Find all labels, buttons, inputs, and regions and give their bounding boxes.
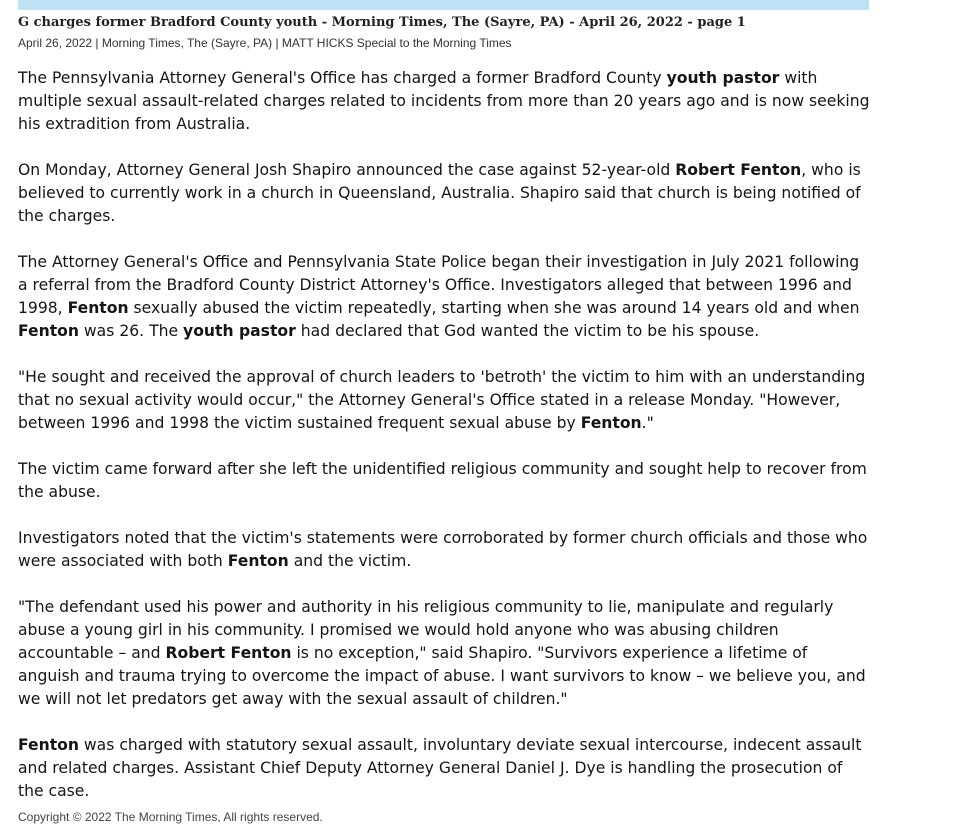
article-paragraph: "He sought and received the approval of church leaders to 'betroth' the victim to him with an understanding that no sexual activity would occur," the Attorney General's Office stated in a release Monday. "However, between 1996 and 1998 the victim sustained frequent sexual abuse by Fenton." (18, 368, 866, 432)
article-byline: April 26, 2022 | Morning Times, The (Sayre, PA) | MATT HICKS Special to the Morning Times (18, 36, 512, 50)
article-paragraph: Investigators noted that the victim's statements were corroborated by former church officials and those who were associated with both Fenton and the victim. (18, 529, 868, 570)
article-paragraph: The Pennsylvania Attorney General's Office has charged a former Bradford County youth pastor with multiple sexual assault-related charges related to incidents from more than 20 years ago and is now seeking his extradition from Australia. (18, 69, 870, 133)
highlighted-term: Fenton (18, 736, 79, 754)
article-paragraph: The victim came forward after she left the unidentified religious community and sought help to recover from the abuse. (18, 460, 867, 501)
article-paragraph: "The defendant used his power and authority in his religious community to lie, manipulate and regularly abuse a young girl in his community. I promised we would hold anyone who was abusing children accountable – and Robert Fenton is no exception," said Shapiro. "Survivors experience a lifetime of anguish and trauma trying to overcome the impact of abuse. I want survivors to know – we believe you, and we will not let predators get away with the sexual assault of children." (18, 598, 866, 708)
copyright-notice: Copyright © 2022 The Morning Times, All rights reserved. (18, 810, 323, 824)
article-paragraph: The Attorney General's Office and Pennsylvania State Police began their investigation in July 2021 following a referral from the Bradford County District Attorney's Office. Investigators alleged that between 1996 and 1998, Fenton sexually abused the victim repeatedly, starting when she was around 14 years old and when Fenton was 26. The youth pastor had declared that God wanted the victim to be his spouse. (18, 253, 860, 340)
header-accent-bar (18, 0, 869, 10)
highlighted-term: Robert Fenton (675, 161, 802, 179)
highlighted-term: youth pastor (183, 322, 296, 340)
article-paragraph: On Monday, Attorney General Josh Shapiro announced the case against 52-year-old Robert Fenton, who is believed to currently work in a church in Queensland, Australia. Shapiro said that church is being notified of the charges. (18, 161, 861, 225)
article-body (18, 67, 870, 803)
highlighted-term: Fenton (18, 322, 79, 340)
highlighted-term: Fenton (580, 414, 642, 432)
highlighted-term: Fenton (67, 299, 129, 317)
article-headline: G charges former Bradford County youth - Morning Times, The (Sayre, PA) - April 26, 2022 - page 1 (18, 15, 746, 30)
highlighted-term: youth pastor (666, 69, 780, 87)
article-paragraph: Fenton was charged with statutory sexual assault, involuntary deviate sexual intercourse, indecent assault and related charges. Assistant Chief Deputy Attorney General Daniel J. Dye is handling the prosecution of the case. (18, 736, 862, 800)
highlighted-term: Fenton (227, 552, 289, 570)
highlighted-term: Robert Fenton (165, 644, 292, 662)
